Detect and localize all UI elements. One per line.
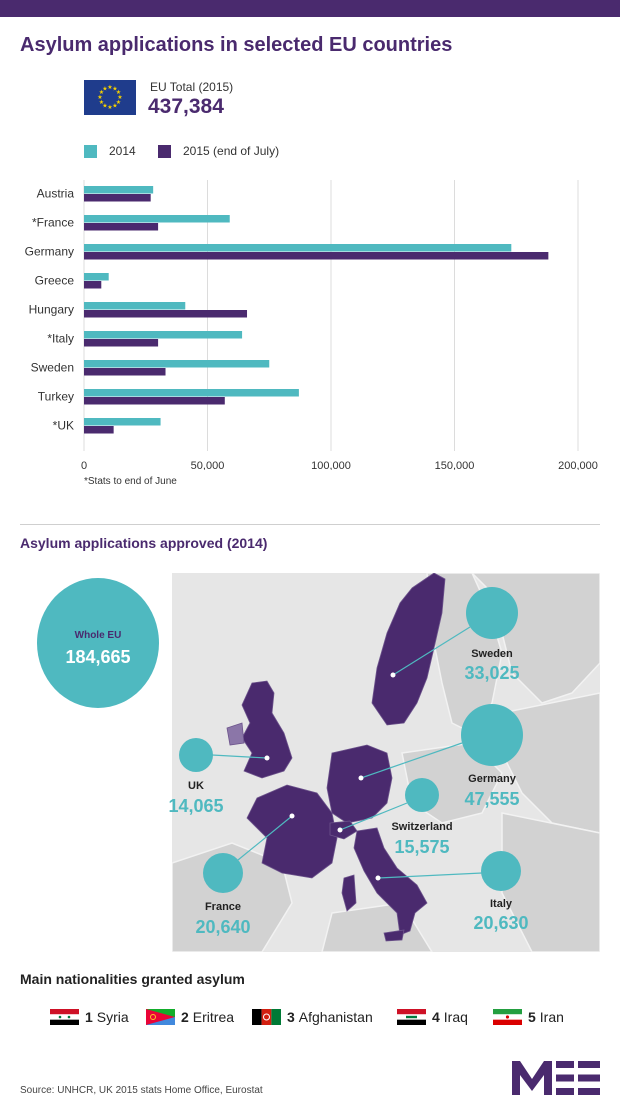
france-value: 20,640 [195, 917, 251, 937]
whole-eu-label: Whole EU [74, 630, 122, 641]
bar-2014 [84, 360, 269, 368]
iran-flag-icon [493, 1009, 522, 1025]
nationality-eritrea [146, 1009, 234, 1025]
legend-swatch-2014 [84, 145, 97, 158]
category-label: Greece [34, 273, 74, 288]
svg-text:★: ★ [115, 89, 122, 96]
sweden-value: 33,025 [464, 663, 520, 683]
nationality-name: Afghanistan [298, 1009, 373, 1025]
category-label: *France [31, 215, 74, 230]
page-title: Asylum applications in selected EU countries [20, 34, 453, 56]
nationality-rank: 2 [181, 1009, 189, 1025]
approved-title: Asylum applications approved (2014) [20, 535, 268, 551]
svg-text:★: ★ [102, 85, 108, 93]
x-tick-label: 100,000 [311, 460, 351, 470]
svg-text:★: ★ [107, 84, 113, 91]
category-label: *UK [52, 418, 74, 433]
bar-2015 [84, 368, 166, 376]
germany-value: 47,555 [464, 789, 520, 809]
x-tick-label: 0 [80, 460, 88, 470]
nationality-iran [493, 1009, 564, 1025]
bar-2014 [84, 331, 242, 339]
legend-item-2014 [84, 144, 136, 158]
nationality-rank: 5 [528, 1009, 536, 1025]
nationality-name: Syria [96, 1009, 129, 1025]
x-tick-label: 200,000 [558, 460, 598, 470]
svg-text:★: ★ [98, 99, 105, 106]
bar-2015 [84, 223, 158, 231]
nationality-rank: 4 [432, 1009, 440, 1025]
eu-total-label: EU Total (2015) [150, 80, 234, 94]
x-tick-label: 50,000 [190, 460, 225, 470]
eu-flag-icon [84, 80, 136, 115]
category-label: Turkey [37, 389, 74, 404]
bar-2014 [84, 418, 161, 426]
whole-eu-bubble [37, 578, 159, 708]
category-label: Hungary [28, 302, 74, 317]
svg-text:★: ★ [117, 94, 123, 101]
svg-text:★: ★ [112, 85, 118, 93]
switzerland-label: Switzerland [391, 821, 453, 833]
eu-total-value: 437,384 [148, 95, 224, 118]
nationality-rank: 3 [287, 1009, 295, 1025]
svg-text:★: ★ [115, 99, 122, 106]
nationality-name: Eritrea [192, 1009, 235, 1025]
iraq-flag-icon [397, 1009, 426, 1025]
x-tick-label: 150,000 [434, 460, 475, 470]
nationality-syria [50, 1009, 129, 1025]
legend-swatch-2015 [158, 145, 171, 158]
nationality-iraq [397, 1009, 468, 1025]
bar-2015 [84, 194, 151, 202]
france-label: France [204, 901, 242, 913]
bar-2014 [84, 302, 185, 310]
switzerland-value: 15,575 [394, 837, 450, 857]
legend-label-2015: 2015 (end of July) [183, 144, 280, 158]
source-note: Source: UNHCR, UK 2015 stats Home Office, Eurostat [20, 1085, 263, 1096]
nationality-name: Iran [539, 1009, 564, 1025]
bar-2015 [84, 426, 114, 434]
nationality-name: Iraq [443, 1009, 468, 1025]
svg-text:★: ★ [97, 94, 103, 101]
svg-text:★: ★ [107, 104, 113, 111]
bar-2014 [84, 244, 511, 252]
category-label: Austria [36, 186, 74, 201]
chart-footnote: *Stats to end of June [84, 476, 177, 487]
europe-map [172, 573, 600, 952]
legend-item-2015 [158, 144, 279, 158]
bar-2015 [84, 339, 158, 347]
sweden-label: Sweden [471, 648, 513, 660]
eritrea-flag-icon [146, 1009, 175, 1025]
bar-2015 [84, 310, 247, 318]
whole-eu-value: 184,665 [65, 647, 131, 667]
bar-2014 [84, 186, 153, 194]
italy-value: 20,630 [473, 913, 529, 933]
nationalities-title: Main nationalities granted asylum [20, 971, 245, 987]
bar-chart [0, 180, 620, 470]
legend-label-2014: 2014 [109, 144, 136, 158]
bar-2015 [84, 281, 101, 289]
svg-text:★: ★ [112, 102, 118, 110]
bar-2014 [84, 215, 230, 223]
category-label: *Italy [47, 331, 74, 346]
bar-2015 [84, 397, 225, 405]
afghanistan-flag-icon [252, 1009, 281, 1025]
category-label: Sweden [30, 360, 74, 375]
italy-label: Italy [489, 898, 512, 910]
mee-logo-icon [512, 1061, 600, 1095]
uk-label: UK [188, 780, 204, 792]
bar-2014 [84, 389, 299, 397]
svg-text:★: ★ [102, 102, 108, 110]
top-bar [0, 0, 620, 17]
bar-2015 [84, 252, 548, 260]
bar-2014 [84, 273, 109, 281]
nationality-afghanistan [252, 1009, 373, 1025]
svg-text:★: ★ [98, 89, 105, 96]
germany-label: Germany [468, 773, 516, 785]
syria-flag-icon [50, 1009, 79, 1025]
category-label: Germany [24, 244, 74, 259]
nationality-rank: 1 [85, 1009, 93, 1025]
section-divider [20, 524, 600, 525]
uk-value: 14,065 [168, 796, 224, 816]
